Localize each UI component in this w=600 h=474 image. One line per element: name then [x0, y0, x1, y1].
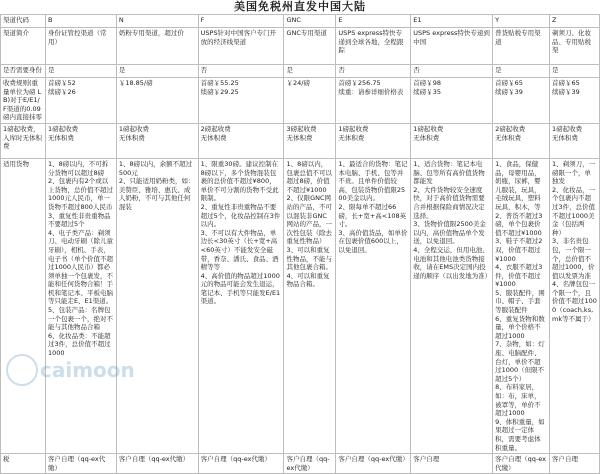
cell-need_id-e: 否 [336, 65, 411, 78]
cell-intro-z: 剃须刀、化妆品、专用贴税渠 [550, 28, 600, 65]
cell-intro-n: 奶粉专用渠道，超过价 [116, 28, 198, 65]
cell-tax-e1: 客户自理 [411, 454, 493, 474]
row-label-start: 1磅起收费，入库时无体积费 [1, 123, 46, 158]
cell-tax-b: 客户自理（qq-ex代缴） [45, 454, 116, 474]
watermark-logo [6, 352, 156, 386]
cell-head-y: Y [493, 15, 550, 28]
cell-need_id-b: 是 [45, 65, 116, 78]
row-label-intro: 渠道简介 [1, 28, 46, 65]
cell-need_id-e1: 否 [411, 65, 493, 78]
cell-intro-y: 普货贴税专用渠道 [493, 28, 550, 65]
cell-intro-e: USPS express特快专递到全球各地，全程跟踪 [336, 28, 411, 65]
cell-head-gnc: GNC [284, 15, 336, 28]
cell-price-y: 首磅￥65 续磅￥39 [493, 78, 550, 124]
cell-intro-b: 身份证管控渠道（常用） [45, 28, 116, 65]
watermark-text: caimoon [40, 358, 135, 382]
cell-items-z: 1、剃须刀，一磅限一个，单独发 2、化妆品，一个包裹内不超过3件，总价值不超过1000美金（包括两种） 3、非名贵包包，一个限一个，总价值不超过1000，价值以发票为准 4、名牌包包一个限一个，且价值不超过1000（coach,ks,mk等不属于） [550, 158, 600, 453]
cell-start-y: 2磅起收费 无体积费 [493, 123, 550, 158]
cell-head-f: F [198, 15, 284, 28]
table-row-need_id [1, 65, 600, 78]
table-row-start [1, 123, 600, 158]
cell-price-gnc: ￥24/磅 [284, 78, 336, 124]
cell-need_id-y: 是 [493, 65, 550, 78]
cell-tax-f: 客户自理（qq-ex代缴） [198, 454, 284, 474]
cell-tax-e: 客户自理（qq-ex代缴） [336, 454, 411, 474]
cell-items-n: 1、8磅以内，余额不超过500元 2、只能适用奶粉类，如：美赞臣、雅培、惠氏、成人奶粉，不可与其他任何混装 [116, 158, 198, 453]
page-title: 美国免税州直发中国大陆 [234, 0, 366, 13]
cell-start-f: 2磅起收费 无体积费 [198, 123, 284, 158]
cell-items-gnc: 1、8磅以内，包裹总值不可以超过8磅，价值不超过¥1000 2、仅限GNC网站的产品，不可以混装非GNC网站的产品，一次性包装（除去重复性物品） 3、可以和重复性物品，不能与其他包裹合箱。 4、可以和重复物品合箱。 [284, 158, 336, 453]
cell-price-e1: 首磅￥98 续磅￥35 [411, 78, 493, 124]
row-label-price: 收费规则(重量单位为磅 LB)对于E/E1/F渠道的0.09磅内直接抹零 [1, 78, 46, 124]
cell-items-f: 1、限重30磅。建议控制在8磅以下，多个货物混装包裹的总价值不超过¥800，单价不可分割的货物不受此限制。 2、重复性非贵重物品不要超过5个，化妆品控制在3件以内。 3、不可以有大件物品，单边长<30英寸（长+宽+高<60英寸）不能发安全磁带，香奈、潘氏、食品、酒精等等 4、高价值的物品超过1000元的物品可能会发生退运，笔记本、手机等只能发E/E1渠道。 [198, 158, 284, 453]
cell-tax-z: 客户自理 [550, 454, 600, 474]
table-row-head [1, 15, 600, 28]
cell-need_id-n: 是 [116, 65, 198, 78]
row-label-items: 适用货物 [1, 158, 46, 453]
cell-start-e1: 1磅起收费 无体积费 [411, 123, 493, 158]
cell-start-z: 1磅起收费 无体积费 [550, 123, 600, 158]
cell-price-z: 首磅￥65 续磅￥39 [550, 78, 600, 124]
row-label-head: 渠道代码 [1, 15, 46, 28]
cell-price-e: 首磅￥256.75 续重：请参详细价格表 [336, 78, 411, 124]
cell-items-b: 1、8磅以内，不可拆分货物可以超过8磅 2、包裹内有2个或以上货物，总价值不超过1000元人民币，单一货物不超过800人民币 3、重复性非贵重物品不要超过5个 4、电子类产品：剃须刀、电动牙刷（除儿童牙刷），相机、手表，电子书（单个价值不超过1000人民币）都必须单独一个包裹发，不能和任何货物合箱！手机和笔记本、平板电脑等只能走E、E1渠道。 5、包装产品：名牌包一个包裹一个，绝对不能与其他物品合箱 6、化妆品类：不能超过3件，总价值不超过1000 [45, 158, 116, 453]
cell-head-e: E [336, 15, 411, 28]
cell-head-n: N [116, 15, 198, 28]
row-label-need_id: 是否需要身份 [1, 65, 46, 78]
cell-head-z: Z [550, 15, 600, 28]
cell-need_id-z: 是 [550, 65, 600, 78]
cell-start-e: 1磅起收费 无体积费 [336, 123, 411, 158]
cell-tax-gnc: 客户自理（qq-ex代缴） [284, 454, 336, 474]
cell-head-e1: E1 [411, 15, 493, 28]
table-row-intro [1, 28, 600, 65]
table-row-price [1, 78, 600, 124]
cell-tax-n: 客户自理（qq-ex代缴） [116, 454, 198, 474]
cell-items-y: 1、食品，保健品，母婴用品，奶瓶，尿裤，婴儿服装，玩具，毛绒玩具，塑料玩具，积木，等 2、普货不超过3磅，单个包裹价值不超过¥1000 3、鞋子不超过2双，价值不超过¥1000 4、衣服不超过3件，价值不超过¥1000 5、服装配件，围巾、帽子、手套等服装配件 6、重复货物和数量，单个价格不超过1000 7、杂物，如：灯座、电脑配件、台灯，单价不超过1000（但限不超过5个） 8、布料家居，如：布，床单，被罩等，单价不超过1000 9、体积重量，如果超过一定体积，需要考虑体积重量。 [493, 158, 550, 453]
cell-need_id-gnc: 是 [284, 65, 336, 78]
watermark-circle-icon [6, 354, 38, 386]
table-row-tax [1, 454, 600, 474]
cell-price-n: ￥18.85/磅 [116, 78, 198, 124]
cell-start-n: 1磅起收费 无体积费 [116, 123, 198, 158]
cell-price-f: 首磅￥55.25 续磅￥29.25 [198, 78, 284, 124]
cell-intro-gnc: GNC专用渠道 [284, 28, 336, 65]
cell-start-gnc: 3磅起收费 无体积费 [284, 123, 336, 158]
cell-items-e1: 1、适合货物：笔记本电脑、包等所有高价值货物都能发 2、大件货物较安全速度快，对于高价值货物需要合并根据保险商情况决定选择。 3、货物价值限2500美金以内，高价值物品单个发送，以免退回。 4、全程交运，但用电池、电池和其他电池类货物接收，请在EMS决定国内投递的顺序（以出发地为准） [411, 158, 493, 453]
cell-intro-e1: USPS express特快专递到中国 [411, 28, 493, 65]
cell-items-e: 1、最适合的货物：笔记本电脑、手机、包等并不贵。且单件价值较高，包装货物价值限2500美金以内。 2、限每单不超过66磅，长+宽+高<108英寸。 3、高价值货品，如单价在包裹价值600以上，以免退回。 [336, 158, 411, 453]
cell-head-b: B [45, 15, 116, 28]
cell-start-b: 1磅起收费 无体积费 [45, 123, 116, 158]
row-label-tax: 税 [1, 454, 46, 474]
table-row-items [1, 158, 600, 453]
cell-tax-y: 客户自理（qq-ex代缴） [493, 454, 550, 474]
cell-price-b: 首磅￥52 续磅￥26 [45, 78, 116, 124]
cell-need_id-f: 否 [198, 65, 284, 78]
cell-intro-f: USPS针对中国客户专门开放的经济线渠道 [198, 28, 284, 65]
shipping-channel-table [0, 14, 600, 474]
